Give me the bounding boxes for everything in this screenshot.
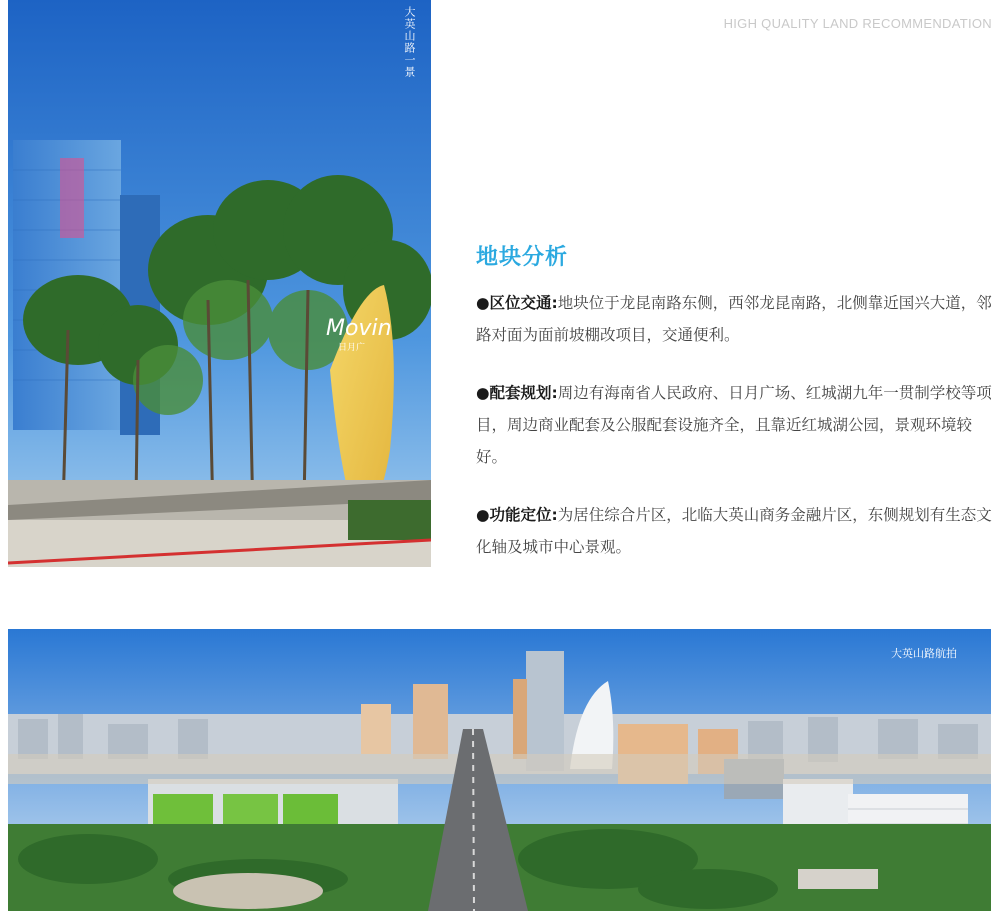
aerial-photo [8,629,991,911]
bullet-icon: ● [476,294,490,312]
item-label: 区位交通: [489,294,558,312]
analysis-item-function [476,499,996,563]
item-text: 地块位于龙昆南路东侧，西邻龙昆南路，北侧靠近国兴大道，邻路对面为面前坡棚改项目，交通便利。 [476,294,992,344]
item-text: 为居住综合片区，北临大英山商务金融片区，东侧规划有生态文化轴及城市中心景观。 [476,506,992,556]
aerial-photo-illustration [8,629,991,911]
analysis-item-location [476,287,996,351]
bullet-icon: ● [476,506,490,524]
photo-caption: 大英山路航拍 [891,647,957,660]
street-photo [8,0,431,567]
photo-caption: 大英山路一景 [403,6,416,78]
street-photo-illustration [8,0,431,567]
item-label: 功能定位: [489,506,558,524]
section-title: 地块分析 [476,245,569,270]
sign-subtext: 日月广 [338,343,366,353]
item-text: 周边有海南省人民政府、日月广场、红城湖九年一贯制学校等项目，周边商业配套及公服配套设施齐全，且靠近红城湖公园，景观环境较好。 [476,384,992,466]
header-tag: HIGH QUALITY LAND RECOMMENDATION [723,16,992,31]
analysis-item-facilities [476,377,996,473]
item-label: 配套规划: [489,384,558,402]
bullet-icon: ● [476,384,490,402]
sign-logo: Movin [326,316,392,341]
land-analysis-section [476,240,996,589]
